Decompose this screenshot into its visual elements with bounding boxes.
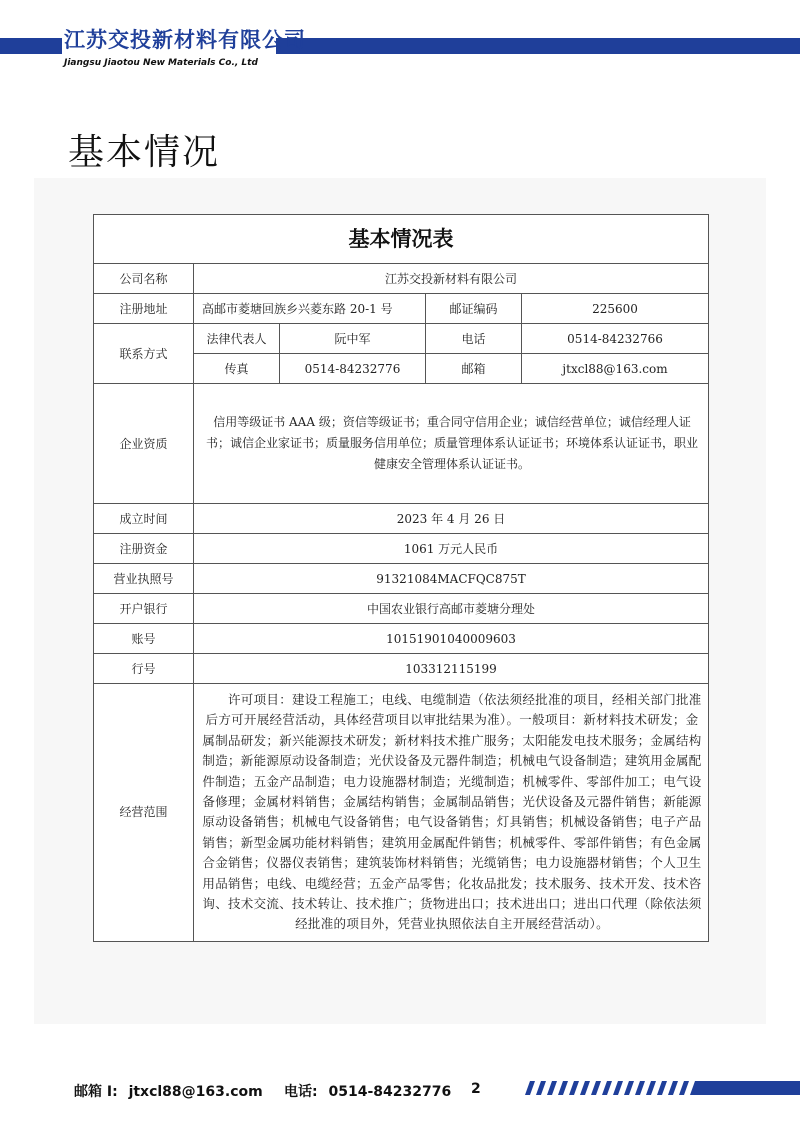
bank-label: 开户银行 [94, 594, 194, 624]
account-label: 账号 [94, 624, 194, 654]
scope-label: 经营范围 [94, 684, 194, 942]
header-band-right [276, 38, 800, 54]
footer-phone [284, 1081, 451, 1101]
email-label: 邮箱 [426, 354, 522, 384]
bank-code-label: 行号 [94, 654, 194, 684]
account-value: 10151901040009603 [194, 624, 709, 654]
capital-label: 注册资金 [94, 534, 194, 564]
page-number: 2 [471, 1081, 481, 1097]
qualification-label: 企业资质 [94, 384, 194, 504]
bank-code-value: 103312115199 [194, 654, 709, 684]
qualification-value: 信用等级证书 AAA 级；资信等级证书；重合同守信用企业；诚信经营单位；诚信经理人证书；诚信企业家证书；质量服务信用单位；质量管理体系认证证书；环境体系认证证书，职业健康安全管理体系认证证书。 [194, 384, 709, 504]
table-caption: 基本情况表 [94, 215, 709, 264]
phone-value: 0514-84232766 [522, 324, 709, 354]
legal-rep-label: 法律代表人 [194, 324, 280, 354]
footer-email-value[interactable]: jtxcl88@163.com [128, 1084, 263, 1100]
founded-value: 2023 年 4 月 26 日 [194, 504, 709, 534]
legal-rep-value: 阮中军 [280, 324, 426, 354]
header-band-left [0, 38, 62, 54]
footer-phone-label: 电话: [284, 1084, 318, 1100]
footer-phone-value: 0514-84232776 [328, 1084, 452, 1100]
page-title: 基本情况 [68, 132, 221, 173]
fax-label: 传真 [194, 354, 280, 384]
footer-email [74, 1081, 263, 1101]
contact-label: 联系方式 [94, 324, 194, 384]
footer-email-label: 邮箱 I: [74, 1084, 118, 1100]
founded-label: 成立时间 [94, 504, 194, 534]
address-label: 注册地址 [94, 294, 194, 324]
fax-value: 0514-84232776 [280, 354, 426, 384]
company-english-name: Jiangsu Jiaotou New Materials Co., Ltd [64, 58, 258, 68]
basic-info-table [93, 214, 709, 942]
capital-value: 1061 万元人民币 [194, 534, 709, 564]
postcode-label: 邮证编码 [426, 294, 522, 324]
license-label: 营业执照号 [94, 564, 194, 594]
email-value: jtxcl88@163.com [522, 354, 709, 384]
license-value: 91321084MACFQC875T [194, 564, 709, 594]
company-name-value: 江苏交投新材料有限公司 [194, 264, 709, 294]
scope-value: 许可项目：建设工程施工；电线、电缆制造（依法须经批准的项目，经相关部门批准后方可开展经营活动，具体经营项目以审批结果为准）。一般项目：新材料技术研发；金属制品研发；新兴能源技术研发；新材料技术推广服务；太阳能发电技术服务；金属结构制造；新能源原动设备制造；光伏设备及元器件制造；机械电气设备制造；建筑用金属配件制造；五金产品制造；电力设施器材制造；光缆制造；机械零件、零部件加工；电气设备修理；金属材料销售；金属结构销售；金属制品销售；光伏设备及元器件销售；新能源原动设备销售；机械电气设备销售；电气设备销售；灯具销售；机械设备销售；电子产品销售；新型金属功能材料销售；建筑用金属配件销售；机械零件、零部件销售；有色金属合金销售；仪器仪表销售；建筑装饰材料销售；光缆销售；电力设施器材销售；个人卫生用品销售；电线、电缆经营；五金产品零售；化妆品批发；技术服务、技术开发、技术咨询、技术交流、技术转让、技术推广；货物进出口；技术进出口；进出口代理（除依法须经批准的项目外，凭营业执照依法自主开展经营活动）。 [194, 684, 709, 942]
postcode-value: 225600 [522, 294, 709, 324]
address-value: 高邮市菱塘回族乡兴菱东路 20-1 号 [194, 294, 426, 324]
phone-label: 电话 [426, 324, 522, 354]
company-logo-text: 江苏交投新材料有限公司 [64, 28, 306, 52]
footer-stripes-decoration [525, 1081, 800, 1095]
company-name-label: 公司名称 [94, 264, 194, 294]
bank-value: 中国农业银行高邮市菱塘分理处 [194, 594, 709, 624]
